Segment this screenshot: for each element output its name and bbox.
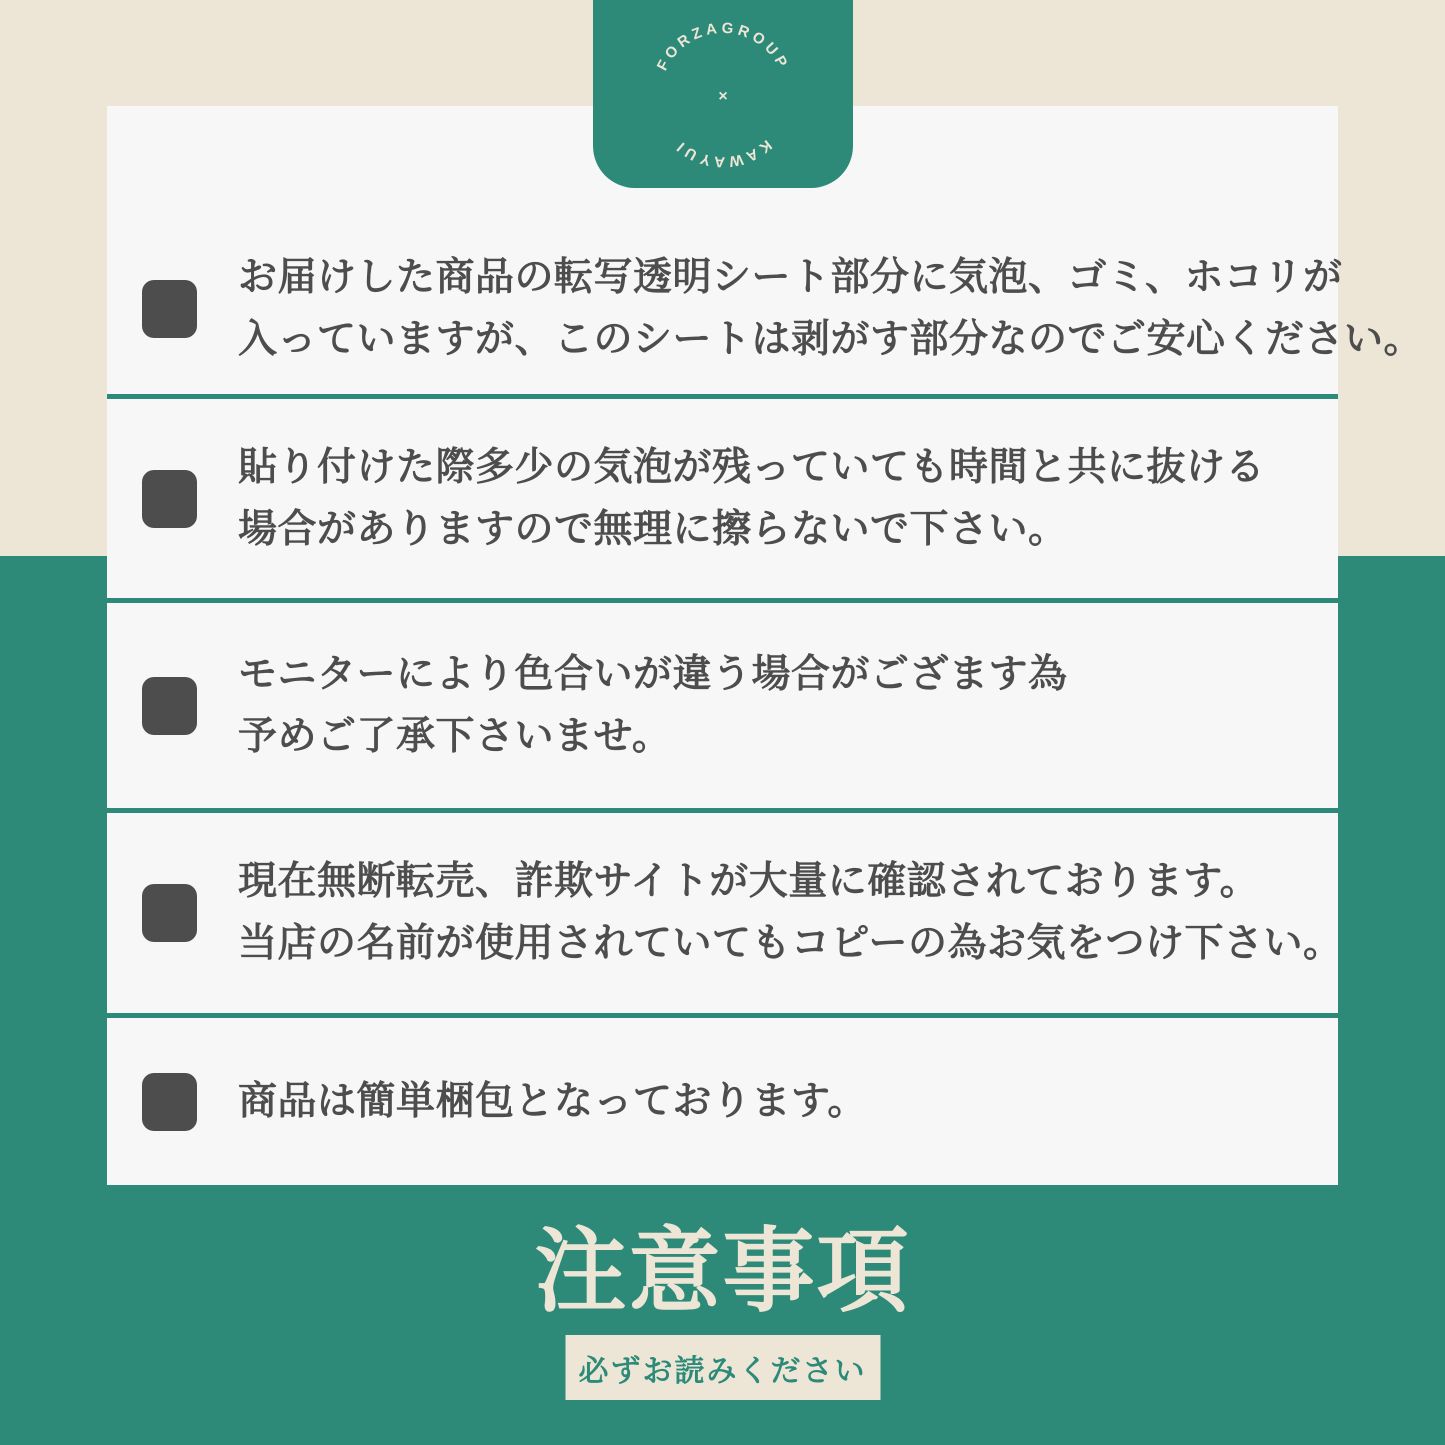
- checkbox-square-icon: [142, 280, 197, 338]
- svg-text:KAWAYUI: [670, 136, 774, 170]
- checkbox-square-icon: [142, 1073, 197, 1131]
- checkbox-square-icon: [142, 884, 197, 942]
- brand-name-top-arc: FORZAGROUP: [653, 19, 792, 74]
- must-read-banner: [565, 1335, 880, 1400]
- notice-item-resale-warning: [107, 813, 1343, 1013]
- checkbox-square-icon: [142, 470, 197, 528]
- brand-logo-x-icon: ×: [717, 88, 728, 105]
- notice-line: 貼り付けた際多少の気泡が残っていても時間と共に抜ける: [238, 445, 1266, 489]
- brand-name-bottom-arc: KAWAYUI: [670, 136, 775, 171]
- notice-item-air-bubbles: [107, 399, 1338, 598]
- checkbox-square-icon: [142, 677, 197, 735]
- page-title: 注意事項: [534, 1221, 911, 1323]
- brand-badge-circular-logo: [593, 0, 853, 190]
- notice-text: [238, 644, 1068, 768]
- notice-line: 当店の名前が使用されていてもコピーの為お気をつけ下さい。: [238, 922, 1343, 965]
- must-read-label: 必ずお読みください: [578, 1354, 867, 1388]
- notice-line: 商品は簡単梱包となっております。: [238, 1079, 867, 1123]
- notice-line: お届けした商品の転写透明シート部分に気泡、ゴミ、ホコリが: [238, 256, 1343, 299]
- notice-text: [238, 1071, 867, 1133]
- notice-line: モニターにより色合いが違う場合がござます為: [238, 652, 1068, 696]
- notice-text: [238, 247, 1423, 371]
- notice-line: 予めご了承下さいませ。: [238, 714, 672, 758]
- notice-text: [238, 851, 1342, 975]
- brand-badge: [593, 0, 853, 188]
- notice-item-simple-packaging: [107, 1018, 1338, 1185]
- svg-text:FORZAGROUP: [653, 20, 791, 74]
- notice-line: 現在無断転売、詐欺サイトが大量に確認されております。: [238, 860, 1260, 903]
- notice-text: [238, 437, 1265, 561]
- notice-panel: [107, 106, 1424, 1185]
- notice-line: 入っていますが、このシートは剥がす部分なのでご安心ください。: [238, 318, 1424, 361]
- notice-item-monitor-colors: [107, 603, 1338, 808]
- notice-line: 場合がありますので無理に擦らないで下さい。: [238, 507, 1068, 551]
